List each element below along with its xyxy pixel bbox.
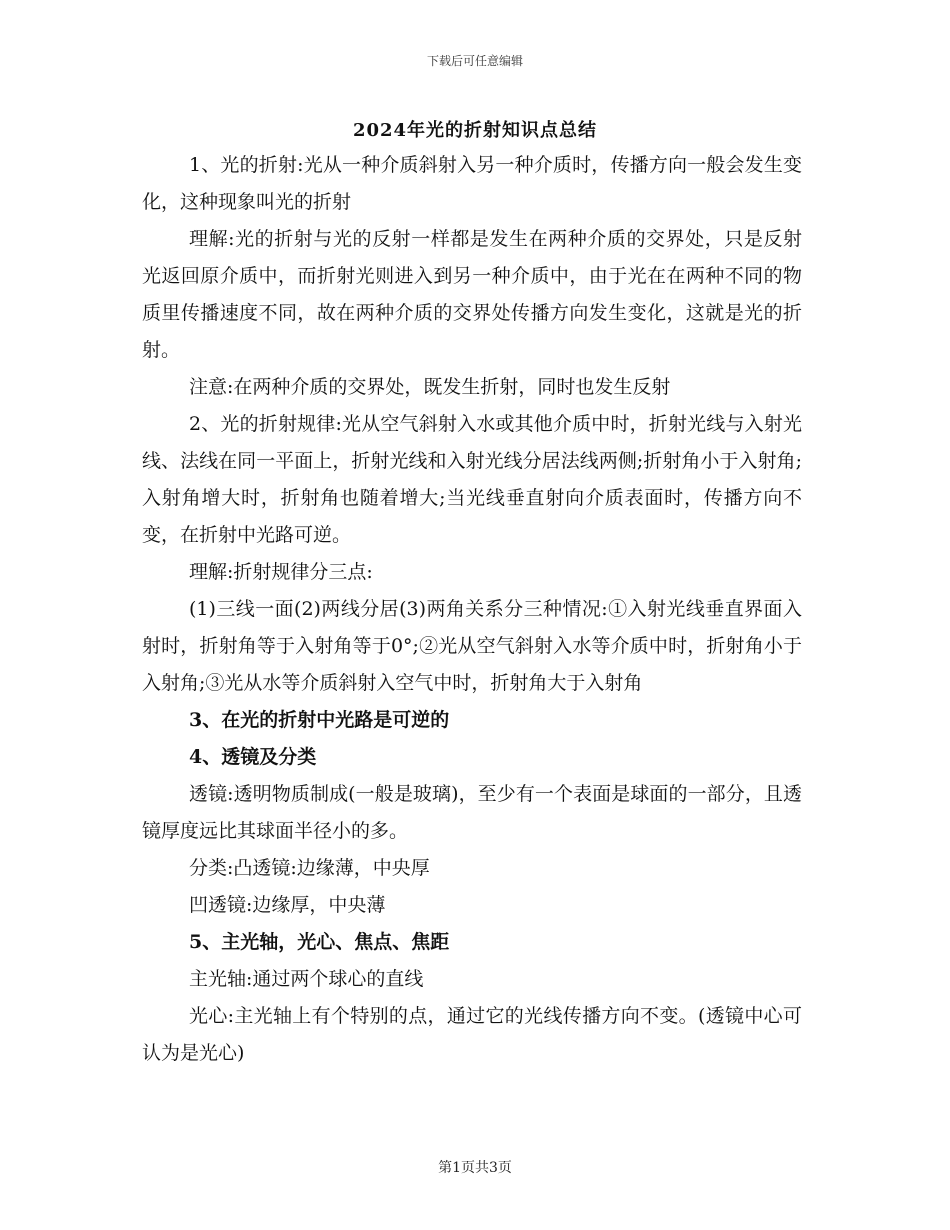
paragraph-refraction-law: 2、光的折射规律:光从空气斜射入水或其他介质中时，折射光线与入射光线、法线在同一平面上，折射光线和入射光线分居法线两侧;折射角小于入射角;入射角增大时，折射角也随着增大;当光线垂直射向介质表面时，传播方向不变，在折射中光路可逆。: [142, 413, 802, 546]
paragraph-refraction-note: 注意:在两种介质的交界处，既发生折射，同时也发生反射: [189, 376, 671, 398]
paragraph-concave-lens: 凹透镜:边缘厚，中央薄: [189, 894, 386, 916]
section-heading-lens-classification: 4、透镜及分类: [189, 746, 317, 768]
paragraph-convex-lens: 分类:凸透镜:边缘薄，中央厚: [189, 857, 430, 879]
page-number-footer: 第1页共3页: [438, 1160, 512, 1176]
paragraph-lens-definition: 透镜:透明物质制成(一般是玻璃)，至少有一个表面是球面的一部分，且透镜厚度远比其球面半径小的多。: [142, 783, 802, 842]
paragraph-principal-axis: 主光轴:通过两个球心的直线: [189, 968, 424, 990]
document-title: 2024年光的折射知识点总结: [352, 120, 598, 141]
section-heading-reversible-path: 3、在光的折射中光路是可逆的: [189, 709, 450, 731]
paragraph-refraction-definition: 1、光的折射:光从一种介质斜射入另一种介质时，传播方向一般会发生变化，这种现象叫光的折射: [142, 154, 802, 213]
paragraph-optical-center: 光心:主光轴上有个特别的点，通过它的光线传播方向不变。(透镜中心可认为是光心): [142, 1005, 802, 1064]
paragraph-refraction-explanation: 理解:光的折射与光的反射一样都是发生在两种介质的交界处，只是反射光返回原介质中，而折射光则进入到另一种介质中，由于光在在两种不同的物质里传播速度不同，故在两种介质的交界处传播方向发生变化，这就是光的折射。: [142, 228, 802, 361]
page-header-note: 下载后可任意编辑: [426, 54, 523, 68]
section-heading-optical-terms: 5、主光轴，光心、焦点、焦距: [189, 931, 450, 953]
document-body: [142, 147, 802, 1072]
paragraph-law-three-points: (1)三线一面(2)两线分居(3)两角关系分三种情况:①入射光线垂直界面入射时，折射角等于入射角等于0°;②光从空气斜射入水等介质中时，折射角小于入射角;③光从水等介质斜射入空气中时，折射角大于入射角: [142, 598, 802, 694]
paragraph-law-explanation-intro: 理解:折射规律分三点:: [189, 561, 373, 583]
